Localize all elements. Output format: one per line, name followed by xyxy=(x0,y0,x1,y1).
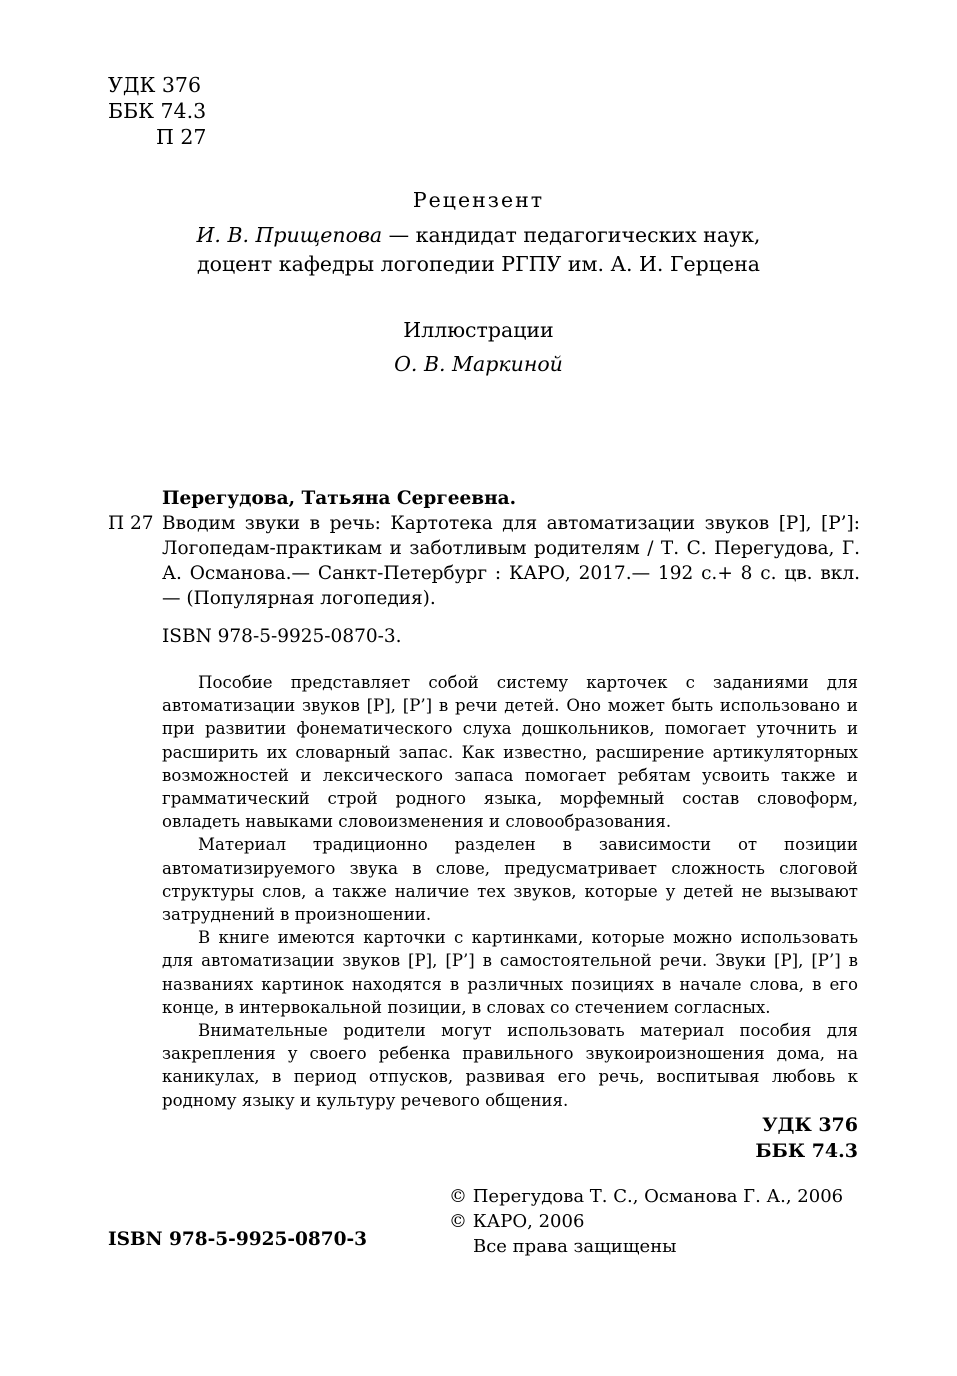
reviewer-line-2: доцент кафедры логопедии РГПУ им. А. И. Герцена xyxy=(196,252,760,276)
illustrator-name: О. В. Маркиной xyxy=(394,352,563,376)
abstract-paragraph: В книге имеются карточки с картинками, которые можно использовать для автоматизации звуков [Р], [Р’] в самостоятельной речи. Звуки [Р], [Р’] в названиях картинок находятся в различных позициях в начале слова, в его конце, в интервокальной позиции, в словах со стечением согласных. xyxy=(162,928,858,1017)
bib-code: П 27 xyxy=(108,513,154,534)
udk-code: УДК 376 xyxy=(108,73,201,97)
bottom-bbk: ББК 74.3 xyxy=(755,1140,858,1162)
isbn-bottom: ISBN 978-5-9925-0870-3 xyxy=(108,1229,368,1250)
abstract xyxy=(162,671,858,1112)
reviewer-line-1 xyxy=(0,223,957,247)
rights-reserved: Все права защищены xyxy=(473,1236,677,1257)
abstract-paragraph: Внимательные родители могут использовать материал пособия для закрепления у своего ребенка правильного звукоироизношения дома, на каникулах, в период отпусков, развивая его речь, воспитывая любовь к родному языку и культуру речевого общения. xyxy=(162,1021,858,1110)
copyright-publisher: © КАРО, 2006 xyxy=(449,1211,585,1232)
reviewer-title: — кандидат педагогических наук, xyxy=(382,223,761,247)
bib-author: Перегудова, Татьяна Сергеевна. xyxy=(162,488,517,509)
copyright-authors: © Перегудова Т. С., Османова Г. А., 2006 xyxy=(449,1186,844,1207)
bib-description: Вводим звуки в речь: Картотека для автоматизации звуков [Р], [Р’]: Логопедам-практикам и заботливым родителям / Т. С. Перегудова, Г. А. Османова.— Санкт-Петербург : КАРО, 2017.— 192 с.+ 8 с. цв. вкл. — (Популярная логопедия). xyxy=(162,513,860,609)
bibliographic-record xyxy=(108,486,860,649)
abstract-paragraph: Материал традиционно разделен в зависимости от позиции автоматизируемого звука в слове, предусматривает сложность слоговой структуры слов, а также наличие тех звуков, которые у детей не вызывают затруднений в произношении. xyxy=(162,835,858,925)
author-mark: П 27 xyxy=(156,125,207,149)
copyright-block xyxy=(449,1184,843,1259)
abstract-paragraph: Пособие представляет собой систему карточек с заданиями для автоматизации звуков [Р], [Р’] в речи детей. Оно может быть использовано и при развитии фонематического слуха дошкольников, помогает уточнить и расширить их словарный запас. Как известно, расширение артикуляторных возможностей и лексического запаса помогает ребятам усвоить также и грамматический строй родного языка, морфемный состав словоформ, овладеть навыками словоизменения и словообразования. xyxy=(162,673,858,832)
reviewer-heading: Рецензент xyxy=(412,188,545,212)
bbk-code: ББК 74.3 xyxy=(108,99,207,123)
bottom-udk: УДК 376 xyxy=(762,1114,858,1136)
reviewer-name: И. В. Прищепова xyxy=(196,223,383,247)
bib-isbn: ISBN 978-5-9925-0870-3. xyxy=(162,626,402,647)
bib-entry xyxy=(108,511,860,611)
illustrations-heading: Иллюстрации xyxy=(403,318,554,342)
classification-codes xyxy=(108,72,206,150)
bottom-codes xyxy=(755,1112,858,1164)
